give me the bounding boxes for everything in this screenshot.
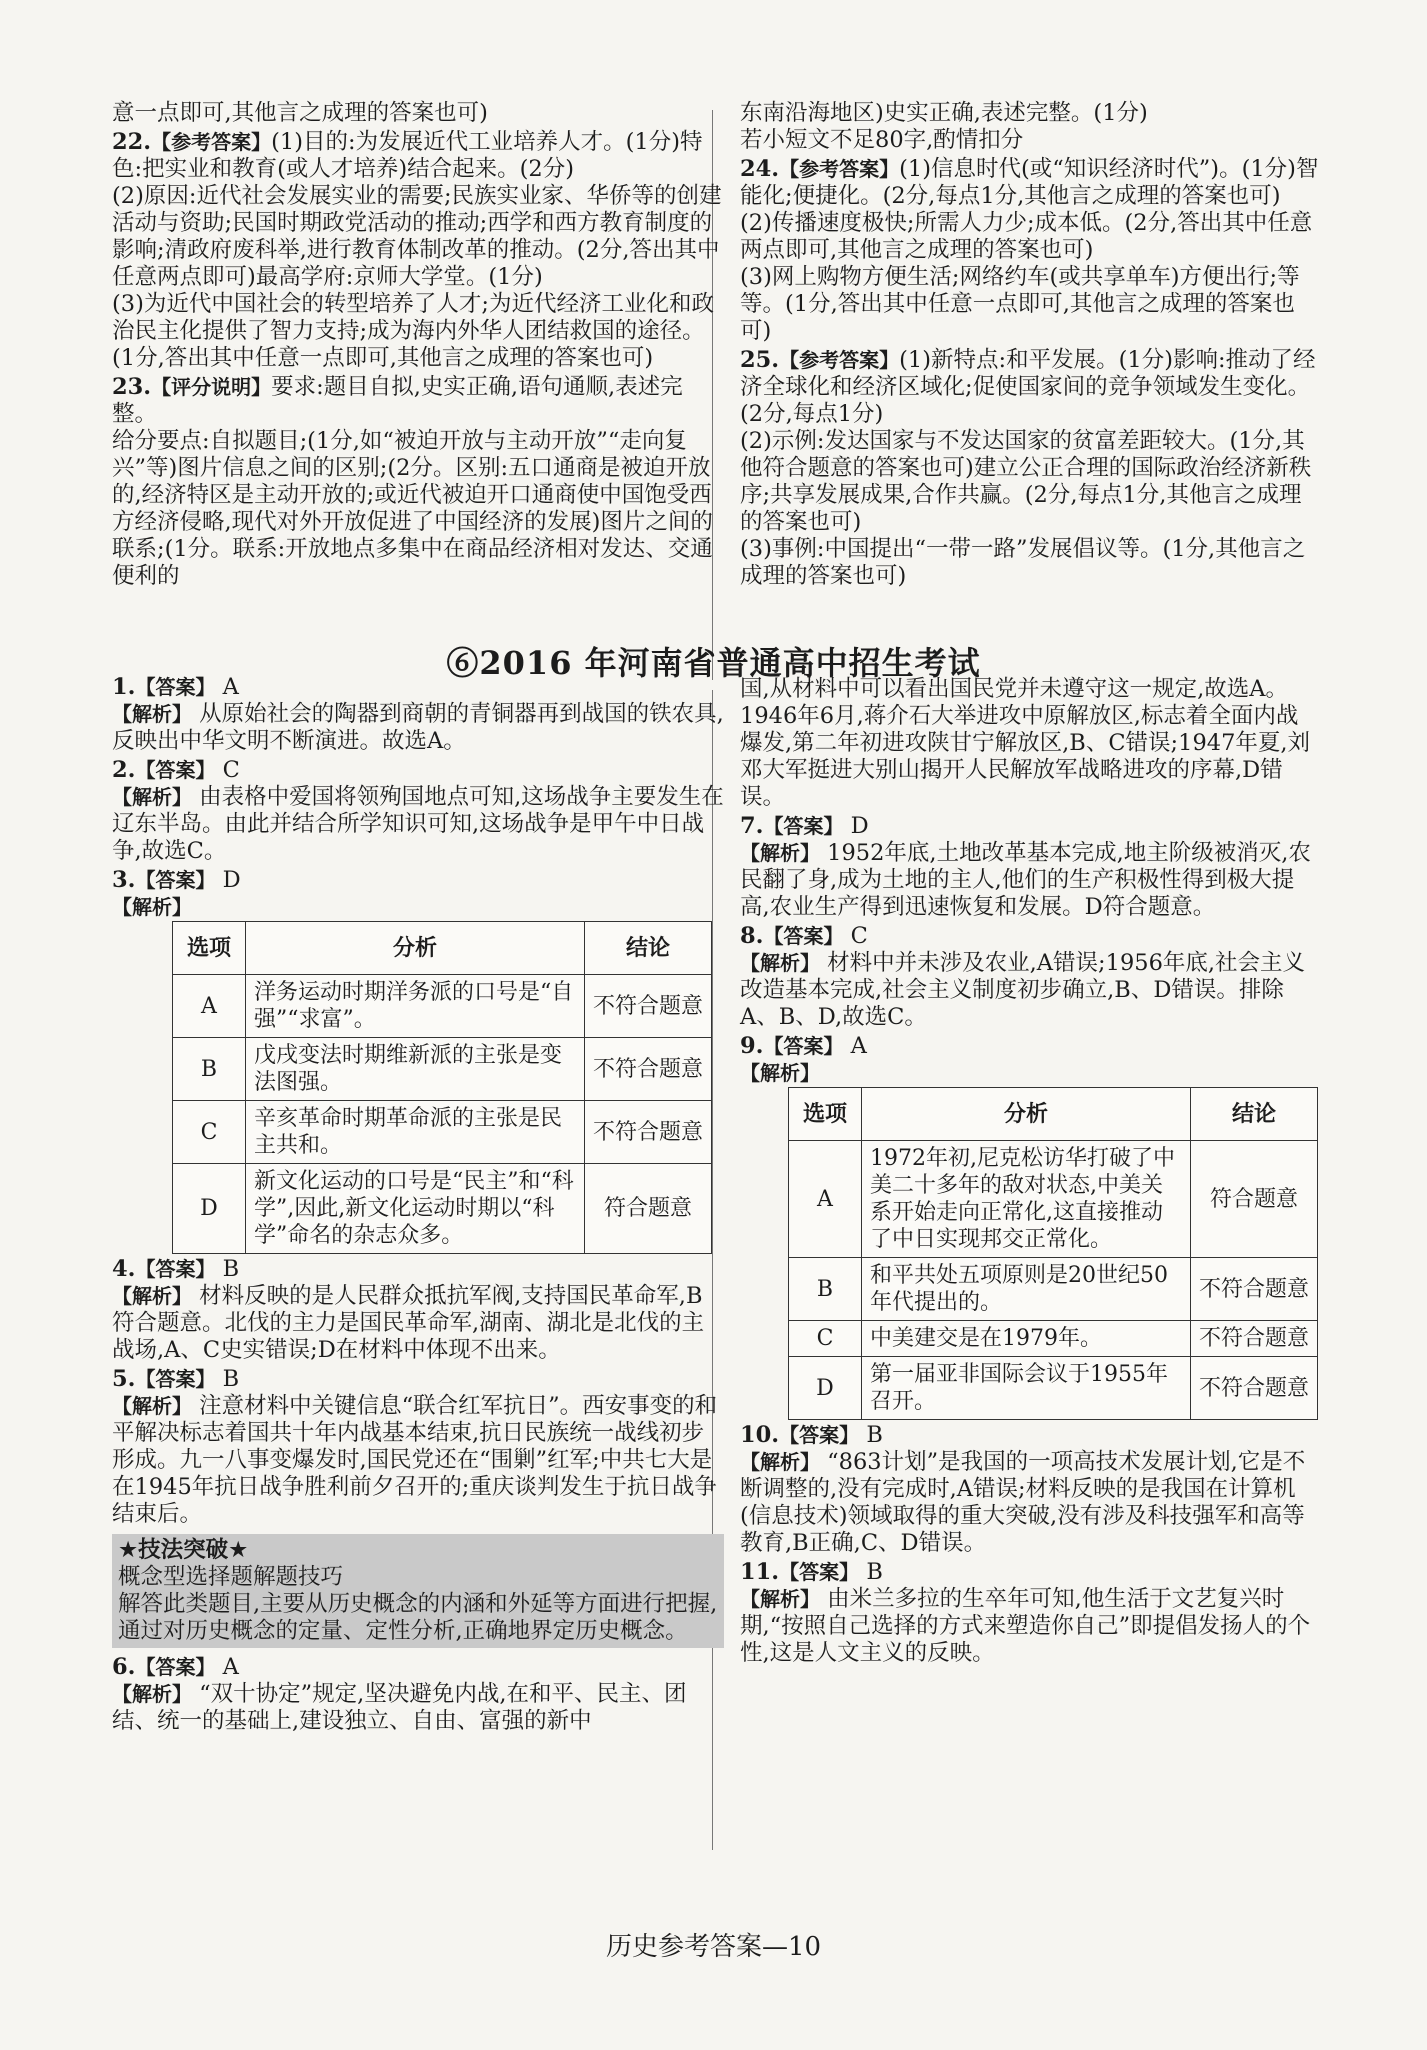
table-row — [173, 1038, 712, 1101]
table-cell: 辛亥革命时期革命派的主张是民主共和。 — [246, 1101, 585, 1164]
answer-tag: 【答案】 — [135, 1257, 216, 1281]
answer-choice: C — [222, 757, 240, 783]
answer-choice: D — [850, 813, 869, 839]
answer-choice: C — [850, 923, 868, 949]
question-22 — [112, 129, 724, 372]
answer-line: (3)事例:中国提出“一带一路”发展倡议等。(1分,其他言之成理的答案也可) — [740, 536, 1306, 589]
continuation-text: 国,从材料中可以看出国民党并未遵守这一规定,故选A。1946年6月,蒋介石大举进攻中原解放区,标志着全面内战爆发,第二年初进攻陕甘宁解放区,B、C错误;1947年夏,刘邓大军挺进大别山揭开人民解放军战略进攻的序幕,D错误。 — [740, 676, 1311, 810]
question-number: 1. — [112, 674, 136, 700]
answer-line: (2)传播速度极快;所需人力少;成本低。(2分,答出其中任意两点即可,其他言之成理的答案也可) — [740, 210, 1313, 263]
table-cell: 和平共处五项原则是20世纪50年代提出的。 — [862, 1258, 1191, 1321]
table-row — [173, 1101, 712, 1164]
table-row — [789, 1357, 1318, 1420]
table-cell: 不符合题意 — [585, 975, 712, 1038]
question-6 — [112, 1654, 724, 1735]
table-header-row — [789, 1088, 1318, 1141]
tip-heading: ★技法突破★ — [118, 1537, 249, 1563]
question-number: 8. — [740, 923, 764, 949]
answer-tag: 【答案】 — [763, 1034, 844, 1058]
table-header: 选项 — [173, 922, 246, 975]
analysis-text: 由米兰多拉的生卒年可知,他生活于文艺复兴时期,“按照自己选择的方式来塑造你自己”即提倡发扬人的个性,这是人文主义的反映。 — [740, 1586, 1311, 1666]
continuation-text: 意一点即可,其他言之成理的答案也可) — [112, 100, 488, 126]
question-8 — [740, 923, 1320, 1031]
answer-tag: 【参考答案】 — [779, 157, 900, 181]
top-left-column — [112, 100, 724, 590]
table-cell: C — [789, 1321, 862, 1357]
answer-choice: A — [222, 1654, 239, 1680]
question-23 — [112, 374, 724, 590]
question-number: 5. — [112, 1366, 136, 1392]
question-number: 7. — [740, 813, 764, 839]
table-row — [173, 1164, 712, 1254]
section-title: ⑥2016 年河南省普通高中招生考试 — [446, 644, 981, 682]
answer-line: (3)网上购物方便生活;网络约车(或共享单车)方便出行;等等。(1分,答出其中任意一点即可,其他言之成理的答案也可) — [740, 264, 1300, 344]
answer-choice: A — [222, 674, 239, 700]
analysis-tag: 【解析】 — [112, 702, 192, 726]
analysis-text: “863计划”是我国的一项高技术发展计划,它是不断调整的,没有完成时,A错误;材料反映的是我国在计算机(信息技术)领域取得的重大突破,没有涉及科技强军和高等教育,B正确,C、D错误。 — [740, 1449, 1306, 1556]
analysis-table-q9 — [788, 1087, 1318, 1420]
question-number: 4. — [112, 1256, 136, 1282]
answer-choice: B — [222, 1366, 240, 1392]
question-2 — [112, 757, 724, 865]
table-cell: 新文化运动的口号是“民主”和“科学”,因此,新文化运动时期以“科学”命名的杂志众多。 — [246, 1164, 585, 1254]
question-number: 6. — [112, 1654, 136, 1680]
bottom-left-column — [112, 672, 724, 1735]
question-7 — [740, 813, 1320, 921]
analysis-tag: 【解析】 — [112, 785, 192, 809]
table-row — [173, 975, 712, 1038]
analysis-tag: 【解析】 — [740, 1450, 820, 1474]
table-header: 结论 — [1191, 1088, 1318, 1141]
question-4 — [112, 1256, 724, 1364]
analysis-tag: 【解析】 — [740, 1587, 820, 1611]
question-number: 10. — [740, 1422, 780, 1448]
answer-tag: 【参考答案】 — [779, 348, 900, 372]
answer-line: (1)目的:为发展近代工业培养人才。(1分)特色:把实业和教育(或人才培养)结合起来。(2分) — [112, 129, 703, 182]
analysis-tag: 【解析】 — [112, 1394, 192, 1418]
question-number: 22. — [112, 129, 152, 155]
analysis-table-q3 — [172, 921, 712, 1254]
top-right-column — [740, 100, 1320, 590]
analysis-tag: 【解析】 — [112, 895, 192, 919]
answer-tag: 【答案】 — [135, 675, 216, 699]
question-5 — [112, 1366, 724, 1528]
answer-line: (1)新特点:和平发展。(1分)影响:推动了经济全球化和经济区域化;促使国家间的竞争领域发生变化。(2分,每点1分) — [740, 347, 1316, 427]
question-24 — [740, 156, 1320, 345]
answer-line: (2)原因:近代社会发展实业的需要;民族实业家、华侨等的创建活动与资助;民国时期政党活动的推动;西学和西方教育制度的影响;清政府废科举,进行教育体制改革的推动。(2分,答出其中任意两点即可)最高学府:京师大学堂。(1分) — [112, 183, 722, 290]
question-9 — [740, 1033, 1320, 1420]
table-cell: 不符合题意 — [1191, 1321, 1318, 1357]
analysis-text: 材料反映的是人民群众抵抗军阀,支持国民革命军,B符合题意。北伐的主力是国民革命军,湖南、湖北是北伐的主战场,A、C史实错误;D在材料中体现不出来。 — [112, 1283, 705, 1363]
table-header-row — [173, 922, 712, 975]
answer-choice: B — [866, 1559, 883, 1585]
scoring-tag: 【评分说明】 — [151, 375, 272, 399]
analysis-text: “双十协定”规定,坚决避免内战,在和平、民主、团结、统一的基础上,建设独立、自由、富强的新中 — [112, 1681, 687, 1734]
analysis-text: 注意材料中关键信息“联合红军抗日”。西安事变的和平解决标志着国共十年内战基本结束,抗日民族统一战线初步形成。九一八事变爆发时,国民党还在“围剿”红军;中共七大是在1945年抗日战争胜利前夕召开的;重庆谈判发生于抗日战争结束后。 — [112, 1393, 718, 1527]
question-11 — [740, 1559, 1320, 1667]
table-header: 分析 — [246, 922, 585, 975]
analysis-text: 由表格中爱国将领殉国地点可知,这场战争主要发生在辽东半岛。由此并结合所学知识可知,这场战争是甲午中日战争,故选C。 — [112, 784, 724, 864]
table-cell: 1972年初,尼克松访华打破了中美二十多年的敌对状态,中美关系开始走向正常化,这直接推动了中日实现邦交正常化。 — [862, 1141, 1191, 1258]
table-cell: B — [173, 1038, 246, 1101]
table-cell: D — [173, 1164, 246, 1254]
page-footer: 历史参考答案—10 — [605, 1932, 822, 1962]
answer-line: 给分要点:自拟题目;(1分,如“被迫开放与主动开放”“走向复兴”等)图片信息之间的区别;(2分。区别:五口通商是被迫开放的,经济特区是主动开放的;或近代被迫开口通商使中国饱受西方经济侵略,现代对外开放促进了中国经济的发展)图片之间的联系;(1分。联系:开放地点多集中在商品经济相对发达、交通便利的 — [112, 428, 713, 589]
continuation-text: 东南沿海地区)史实正确,表述完整。(1分) — [740, 100, 1148, 126]
table-cell: 戊戌变法时期维新派的主张是变法图强。 — [246, 1038, 585, 1101]
answer-tag: 【答案】 — [763, 814, 844, 838]
answer-tag: 【答案】 — [135, 758, 216, 782]
analysis-text: 材料中并未涉及农业,A错误;1956年底,社会主义改造基本完成,社会主义制度初步确立,B、D错误。排除A、B、D,故选C。 — [740, 950, 1306, 1030]
answer-line: (1)信息时代(或“知识经济时代”)。(1分)智能化;便捷化。(2分,每点1分,其他言之成理的答案也可) — [740, 156, 1319, 209]
answer-line: 要求:题目自拟,史实正确,语句通顺,表述完整。 — [112, 374, 683, 427]
answer-choice: B — [222, 1256, 240, 1282]
table-cell: 洋务运动时期洋务派的口号是“自强”“求富”。 — [246, 975, 585, 1038]
answer-choice: A — [850, 1033, 867, 1059]
analysis-tag: 【解析】 — [740, 951, 820, 975]
table-header: 结论 — [585, 922, 712, 975]
analysis-tag: 【解析】 — [112, 1284, 192, 1308]
question-10 — [740, 1422, 1320, 1557]
answer-line: (2)示例:发达国家与不发达国家的贫富差距较大。(1分,其他符合题意的答案也可)建立公正合理的国际政治经济新秩序;共享发展成果,合作共赢。(2分,每点1分,其他言之成理的答案也可) — [740, 428, 1312, 535]
table-header: 选项 — [789, 1088, 862, 1141]
question-25 — [740, 347, 1320, 590]
answer-tag: 【答案】 — [135, 1655, 216, 1679]
note-text: 若小短文不足80字,酌情扣分 — [740, 127, 1024, 153]
question-number: 9. — [740, 1033, 764, 1059]
question-number: 25. — [740, 347, 780, 373]
tip-subheading: 概念型选择题解题技巧 — [118, 1564, 344, 1590]
table-cell: D — [789, 1357, 862, 1420]
table-cell: 不符合题意 — [1191, 1357, 1318, 1420]
answer-tag: 【答案】 — [779, 1423, 860, 1447]
table-cell: B — [789, 1258, 862, 1321]
table-cell: 符合题意 — [1191, 1141, 1318, 1258]
table-cell: A — [173, 975, 246, 1038]
analysis-text: 从原始社会的陶器到商朝的青铜器再到战国的铁农具,反映出中华文明不断演进。故选A。 — [112, 701, 724, 754]
question-3 — [112, 867, 724, 1254]
answer-choice: D — [222, 867, 241, 893]
question-number: 24. — [740, 156, 780, 182]
table-cell: 第一届亚非国际会议于1955年召开。 — [862, 1357, 1191, 1420]
answer-choice: B — [866, 1422, 883, 1448]
table-header: 分析 — [862, 1088, 1191, 1141]
table-cell: 符合题意 — [585, 1164, 712, 1254]
table-cell: A — [789, 1141, 862, 1258]
table-cell: 不符合题意 — [585, 1101, 712, 1164]
bottom-right-column — [740, 676, 1320, 1667]
analysis-tag: 【解析】 — [740, 841, 820, 865]
question-number: 11. — [740, 1559, 780, 1585]
table-row — [789, 1258, 1318, 1321]
table-cell: 不符合题意 — [585, 1038, 712, 1101]
question-number: 23. — [112, 374, 152, 400]
table-cell: C — [173, 1101, 246, 1164]
tip-body: 解答此类题目,主要从历史概念的内涵和外延等方面进行把握,通过对历史概念的定量、定性分析,正确地界定历史概念。 — [118, 1591, 718, 1644]
analysis-text: 1952年底,土地改革基本完成,地主阶级被消灭,农民翻了身,成为土地的主人,他们的生产积极性得到极大提高,农业生产得到迅速恢复和发展。D符合题意。 — [740, 840, 1311, 920]
analysis-tag: 【解析】 — [112, 1682, 192, 1706]
table-cell: 中美建交是在1979年。 — [862, 1321, 1191, 1357]
answer-tag: 【参考答案】 — [151, 130, 272, 154]
technique-tip-box — [112, 1534, 724, 1648]
table-row — [789, 1141, 1318, 1258]
answer-tag: 【答案】 — [135, 1367, 216, 1391]
table-row — [789, 1321, 1318, 1357]
answer-tag: 【答案】 — [779, 1560, 860, 1584]
question-number: 2. — [112, 757, 136, 783]
answer-tag: 【答案】 — [135, 868, 216, 892]
question-1 — [112, 674, 724, 755]
answer-tag: 【答案】 — [763, 924, 844, 948]
question-number: 3. — [112, 867, 136, 893]
answer-line: (3)为近代中国社会的转型培养了人才;为近代经济工业化和政治民主化提供了智力支持;成为海内外华人团结救国的途径。(1分,答出其中任意一点即可,其他言之成理的答案也可) — [112, 291, 714, 371]
table-cell: 不符合题意 — [1191, 1258, 1318, 1321]
analysis-tag: 【解析】 — [740, 1061, 820, 1085]
